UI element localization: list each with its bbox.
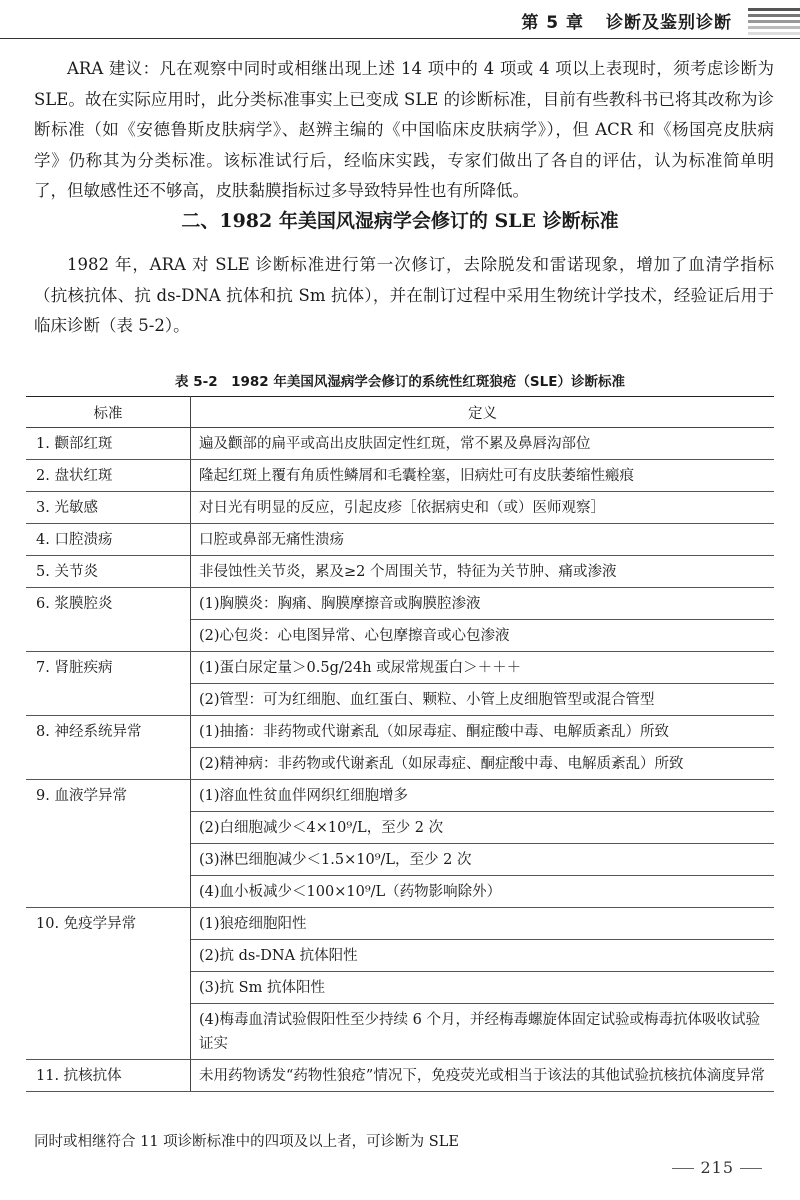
definition-cell (191, 524, 775, 556)
definition-line: 非侵蚀性关节炎，累及≥2 个周围关节，特征为关节肿、痛或渗液 (199, 564, 617, 580)
criterion-cell: 6. 浆膜腔炎 (26, 588, 191, 652)
paragraph-ara-recommendation: ARA 建议：凡在观察中同时或相继出现上述 14 项中的 4 项或 4 项以上表现时，须考虑诊断为 SLE。故在实际应用时，此分类标准事实上已变成 SLE 的诊断标准，目前有些教科书已将其改称为诊断标准（如《安德鲁斯皮肤病学》、赵辨主编的《中国临床皮肤病学》），但 ACR 和《杨国亮皮肤病学》仍称其为分类标准。该标准试行后，经临床实践，专家们做出了各自的评估，认为标准简单明了，但敏感性还不够高，皮肤黏膜指标过多导致特异性也有所降低。 (34, 59, 774, 200)
definition-line: (1)狼疮细胞阳性 (191, 908, 774, 940)
page-header (0, 0, 800, 39)
definition-line: (4)血小板减少＜100×10⁹/L（药物影响除外） (199, 884, 502, 900)
definition-cell (191, 652, 775, 716)
table-body (26, 428, 774, 1092)
definition-cell (191, 556, 775, 588)
criterion-cell: 8. 神经系统异常 (26, 716, 191, 780)
table-row (26, 1060, 774, 1092)
criterion-cell: 2. 盘状红斑 (26, 460, 191, 492)
criterion-cell: 11. 抗核抗体 (26, 1060, 191, 1092)
definition-line: (1)溶血性贫血伴网织红细胞增多 (191, 780, 774, 812)
table-row (26, 716, 774, 780)
definition-line: (2)管型：可为红细胞、血红蛋白、颗粒、小管上皮细胞管型或混合管型 (199, 692, 655, 708)
table-footnote: 同时或相继符合 11 项诊断标准中的四项及以上者，可诊断为 SLE (34, 1134, 459, 1150)
criterion-cell: 10. 免疫学异常 (26, 908, 191, 1060)
definition-line: 对日光有明显的反应，引起皮疹［依据病史和（或）医师观察］ (199, 500, 605, 516)
table-row (26, 492, 774, 524)
definition-cell (191, 428, 775, 460)
definition-line: (1)抽搐：非药物或代谢紊乱（如尿毒症、酮症酸中毒、电解质紊乱）所致 (191, 716, 774, 748)
definition-line: 遍及颧部的扁平或高出皮肤固定性红斑，常不累及鼻唇沟部位 (199, 436, 591, 452)
definition-cell (191, 716, 775, 780)
definition-line: (2)抗 ds-DNA 抗体阳性 (191, 940, 774, 972)
running-head (521, 8, 732, 33)
criteria-table (26, 396, 774, 1092)
definition-line: (3)淋巴细胞减少＜1.5×10⁹/L，至少 2 次 (191, 844, 774, 876)
definition-line: (2)白细胞减少＜4×10⁹/L，至少 2 次 (191, 812, 774, 844)
criterion-cell: 4. 口腔溃疡 (26, 524, 191, 556)
table-row (26, 556, 774, 588)
definition-line: (2)心包炎：心电图异常、心包摩擦音或心包渗液 (199, 628, 510, 644)
table-row (26, 460, 774, 492)
table-row (26, 588, 774, 652)
chapter-title: 诊断及鉴别诊断 (606, 13, 732, 33)
definition-line: (1)蛋白尿定量＞0.5g/24h 或尿常规蛋白＞＋＋＋ (191, 652, 774, 684)
table-caption: 表 5-2 1982 年美国风湿病学会修订的系统性红斑狼疮（SLE）诊断标准 (175, 374, 625, 390)
table-header-row (26, 397, 774, 428)
definition-line: 隆起红斑上覆有角质性鳞屑和毛囊栓塞，旧病灶可有皮肤萎缩性瘢痕 (199, 468, 634, 484)
table-row (26, 652, 774, 716)
table-row (26, 428, 774, 460)
criterion-cell: 7. 肾脏疾病 (26, 652, 191, 716)
definition-cell (191, 460, 775, 492)
column-header-definition: 定义 (191, 397, 775, 428)
criterion-cell: 3. 光敏感 (26, 492, 191, 524)
table-row (26, 524, 774, 556)
definition-cell (191, 908, 775, 1060)
definition-line: (4)梅毒血清试验假阳性至少持续 6 个月，并经梅毒螺旋体固定试验或梅毒抗体吸收试验证实 (199, 1012, 760, 1052)
paragraph-1982-revision: 1982 年，ARA 对 SLE 诊断标准进行第一次修订，去除脱发和雷诺现象，增加了血清学指标（抗核抗体、抗 ds-DNA 抗体和抗 Sm 抗体），并在制订过程中采用生物统计学技术，经验证后用于临床诊断（表 5-2）。 (34, 255, 774, 335)
chapter-number: 第 5 章 (521, 13, 584, 33)
table-row (26, 908, 774, 1060)
definition-cell (191, 780, 775, 908)
page-number-value: 215 (700, 1158, 734, 1177)
page-number (666, 1158, 768, 1177)
definition-line: 口腔或鼻部无痛性溃疡 (199, 532, 344, 548)
criterion-cell: 1. 颧部红斑 (26, 428, 191, 460)
definition-line: (2)精神病：非药物或代谢紊乱（如尿毒症、酮症酸中毒、电解质紊乱）所致 (199, 756, 684, 772)
column-header-criterion: 标准 (26, 397, 191, 428)
section-title: 二、1982 年美国风湿病学会修订的 SLE 诊断标准 (181, 210, 619, 232)
table-row (26, 780, 774, 908)
definition-cell (191, 588, 775, 652)
header-decoration (748, 8, 800, 38)
definition-line: (3)抗 Sm 抗体阳性 (191, 972, 774, 1004)
criterion-cell: 9. 血液学异常 (26, 780, 191, 908)
definition-line: (1)胸膜炎：胸痛、胸膜摩擦音或胸膜腔渗液 (191, 588, 774, 620)
definition-line: 未用药物诱发“药物性狼疮”情况下，免疫荧光或相当于该法的其他试验抗核抗体滴度异常 (199, 1068, 765, 1084)
definition-cell (191, 492, 775, 524)
definition-cell (191, 1060, 775, 1092)
criterion-cell: 5. 关节炎 (26, 556, 191, 588)
